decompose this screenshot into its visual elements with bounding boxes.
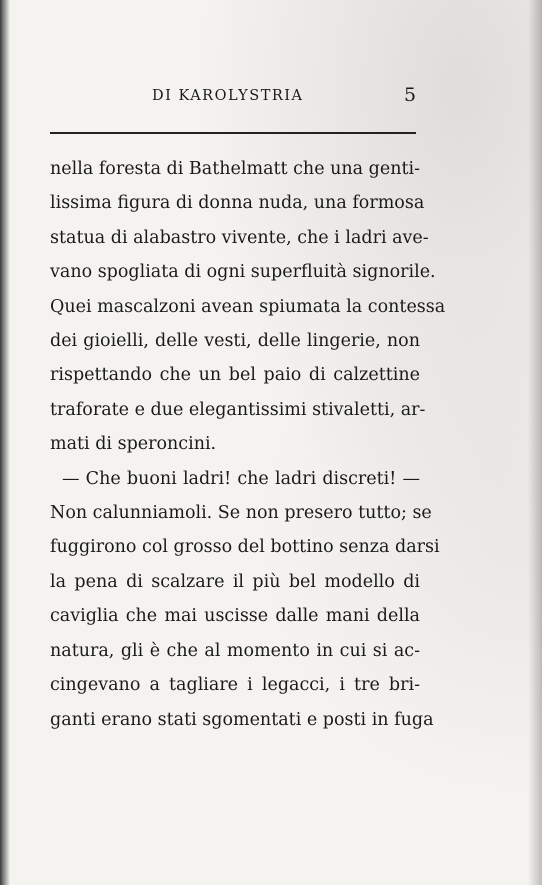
text-line: caviglia che mai uscisse dalle mani della <box>50 606 420 627</box>
text-line: traforate e due elegantissimi stivaletti, ar- <box>50 399 426 420</box>
page-edge-shadow <box>528 0 542 885</box>
text-line: lissima figura di donna nuda, una formosa <box>50 193 425 214</box>
text-line: dei gioielli, delle vesti, delle lingerie, non <box>50 331 420 352</box>
text-line: rispettando che un bel paio di calzettine <box>50 365 420 386</box>
text-line: mati di speroncini. <box>50 434 217 455</box>
text-line: ganti erano stati sgomentati e posti in fuga <box>50 709 434 730</box>
text-line: natura, gli è che al momento in cui si ac- <box>50 640 420 661</box>
text-line: statua di alabastro vivente, che i ladri ave- <box>50 227 429 248</box>
body-text <box>50 152 446 737</box>
header-rule <box>50 132 416 134</box>
running-head: DI KAROLYSTRIA <box>152 88 304 104</box>
text-line: — Che buoni ladri! che ladri discreti! — <box>62 468 420 489</box>
text-line: Non calunniamoli. Se non presero tutto; se <box>50 503 432 524</box>
text-line: cingevano a tagliare i legacci, i tre bri- <box>50 675 420 696</box>
text-line: Quei mascalzoni avean spiumata la contessa <box>50 296 446 317</box>
text-line: nella foresta di Bathelmatt che una genti- <box>50 159 421 179</box>
page-gutter-shadow <box>0 0 10 885</box>
page-number: 5 <box>404 84 417 106</box>
text-line: fuggirono col grosso del bottino senza darsi <box>50 537 440 558</box>
text-line: vano spogliata di ogni superfluità signorile. <box>50 262 436 283</box>
text-line: la pena di scalzare il più bel modello di <box>50 571 420 592</box>
